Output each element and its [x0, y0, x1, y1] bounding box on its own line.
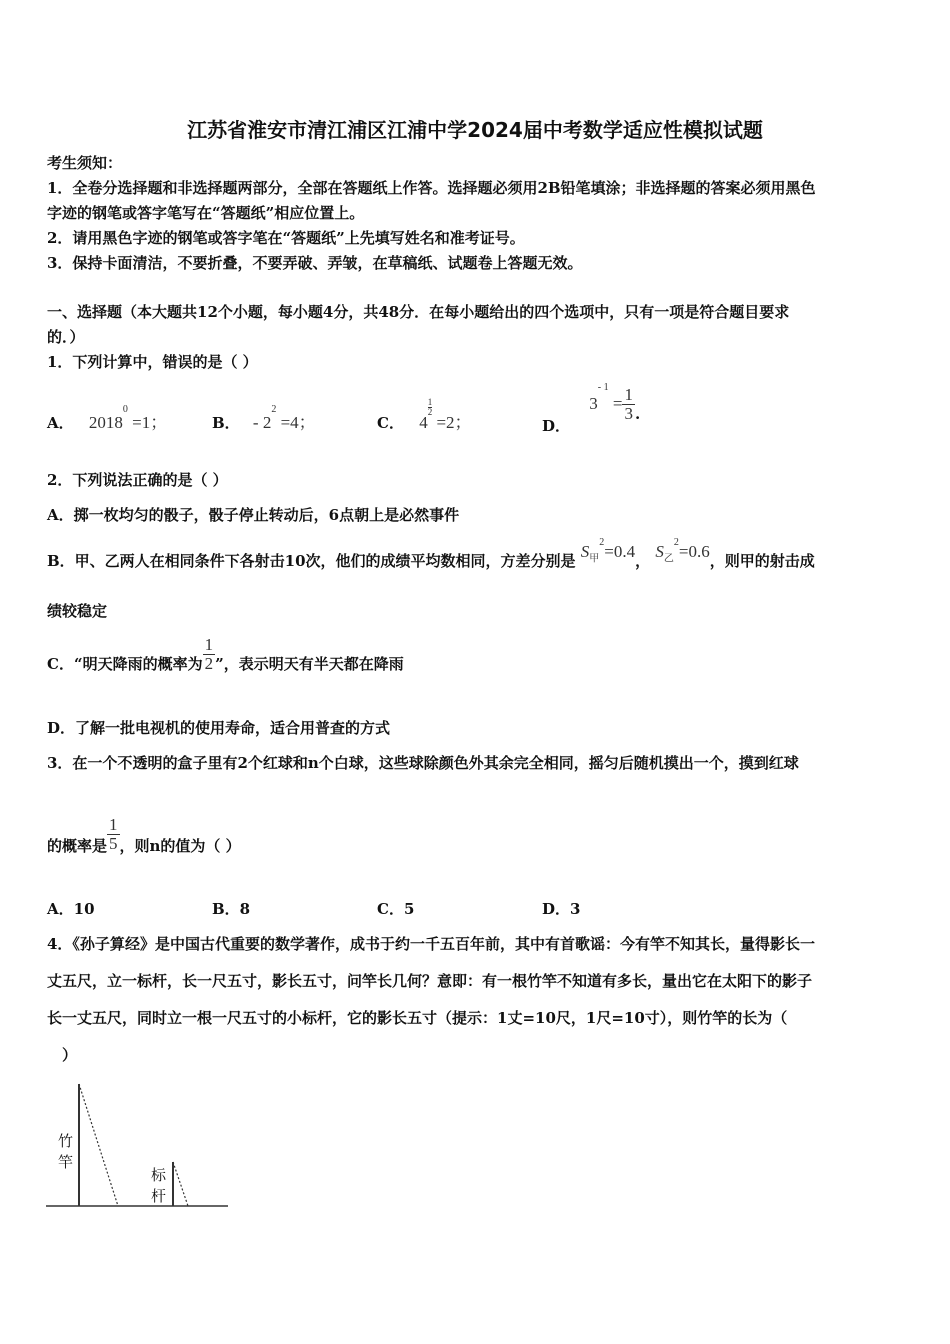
q2-option-b-cont: 绩较稳定	[47, 602, 108, 620]
math-expression: $2018^0 =1$；	[88, 404, 168, 432]
variance-jia: $S_甲^2=0.4$	[580, 537, 636, 565]
question-4-stem: 4．《孙子算经》是中国古代重要的数学著作，成书于约一千五百年前，其中有首歌谣：今有竿不知其长，量得影长一	[47, 935, 815, 953]
variance-yi: $S_乙^2=0.6$	[655, 537, 710, 565]
question-3-stem: 3．在一个不透明的盒子里有2个红球和n个白球，这些球除颜色外其余完全相同，摇匀后随机摸出一个，摸到红球	[47, 754, 799, 772]
bamboo-label: 竹	[58, 1132, 74, 1150]
option-label: D．	[542, 416, 571, 435]
fraction: $\frac{1}{5}$	[109, 815, 118, 853]
marker-label: 标	[151, 1166, 167, 1184]
notice-item: 2．请用黑色字迹的钢笔或答字笔在“答题纸”上先填写姓名和准考证号。	[47, 229, 525, 247]
page-title: 江苏省淮安市清江浦区江浦中学2024届中考数学适应性模拟试题	[187, 118, 763, 142]
math-expression: $3^{- 1}$ =	[589, 382, 623, 413]
question-3-stem-cont: 的概率是 $\frac{1}{5}$ ，则n的值为（ ）	[47, 815, 241, 855]
q2-option-c: C．“明天降雨的概率为 $\frac{1}{2}$ ”，表示明天有半天都在降雨	[47, 635, 404, 673]
notice-item: 字迹的钢笔或答字笔写在“答题纸”相应位置上。	[47, 204, 365, 222]
bamboo-shadow-ray	[79, 1084, 118, 1206]
bamboo-label: 竿	[58, 1153, 74, 1171]
option-label: C．	[377, 414, 404, 432]
q2-option-a: A．掷一枚均匀的骰子，骰子停止转动后，6点朝上是必然事件	[47, 506, 460, 524]
fraction: $\frac{1}{3}$	[624, 385, 633, 423]
q1-option-c	[377, 397, 472, 433]
q1-option-d: D． $3^{- 1}$ = $\frac{1}{3}$ .	[542, 382, 641, 435]
section-heading-cont: 的．）	[47, 328, 85, 346]
option-label: B．	[212, 414, 240, 432]
question-1-stem: 1．下列计算中，错误的是（ ）	[47, 353, 258, 371]
marker-shadow-ray	[173, 1162, 188, 1206]
math-expression: - $2^2 =4$；	[252, 404, 316, 432]
fraction: $\frac{1}{2}$	[204, 635, 214, 673]
notice-heading: 考生须知：	[47, 154, 123, 172]
question-2-stem: 2．下列说法正确的是（ ）	[47, 471, 228, 489]
option-label: A．	[47, 414, 74, 432]
q1-option-b	[212, 404, 316, 433]
q3-option-a: A．10	[47, 900, 95, 918]
question-4-stem-end: ）	[62, 1046, 78, 1064]
notice-item: 3．保持卡面清洁，不要折叠，不要弄破、弄皱，在草稿纸、试题卷上答题无效。	[47, 254, 583, 272]
question-4-stem-cont: 长一丈五尺，同时立一根一尺五寸的小标杆，它的影长五寸（提示：1丈=10尺，1尺=10寸），则竹竿的长为（	[47, 1009, 788, 1027]
q3-option-c: C．5	[377, 900, 415, 918]
q2-option-b: B．甲、乙两人在相同条件下各射击10次，他们的成绩平均数相同，方差分别是 $S_甲^2=0.4$， $S_乙^2=0.6$，则甲的射击成	[47, 537, 815, 570]
math-expression: 4 $\frac{1}{2}$ =2；	[419, 397, 472, 432]
marker-label: 杆	[151, 1187, 167, 1205]
question-4-stem-cont: 丈五尺，立一标杆，长一尺五寸，影长五寸，问竿长几何？意即：有一根竹竿不知道有多长，量出它在太阳下的影子	[47, 972, 813, 990]
q3-option-b: B．8	[212, 900, 251, 918]
q2-option-d: D．了解一批电视机的使用寿命，适合用普查的方式	[47, 719, 391, 737]
notice-item: 1．全卷分选择题和非选择题两部分，全部在答题纸上作答。选择题必须用2B铅笔填涂；非选择题的答案必须用黑色	[47, 179, 816, 197]
section-heading: 一、选择题（本大题共12个小题，每小题4分，共48分．在每小题给出的四个选项中，只有一项是符合题目要求	[47, 303, 790, 321]
q1-option-a	[47, 404, 168, 433]
q3-option-d: D．3	[542, 900, 581, 918]
